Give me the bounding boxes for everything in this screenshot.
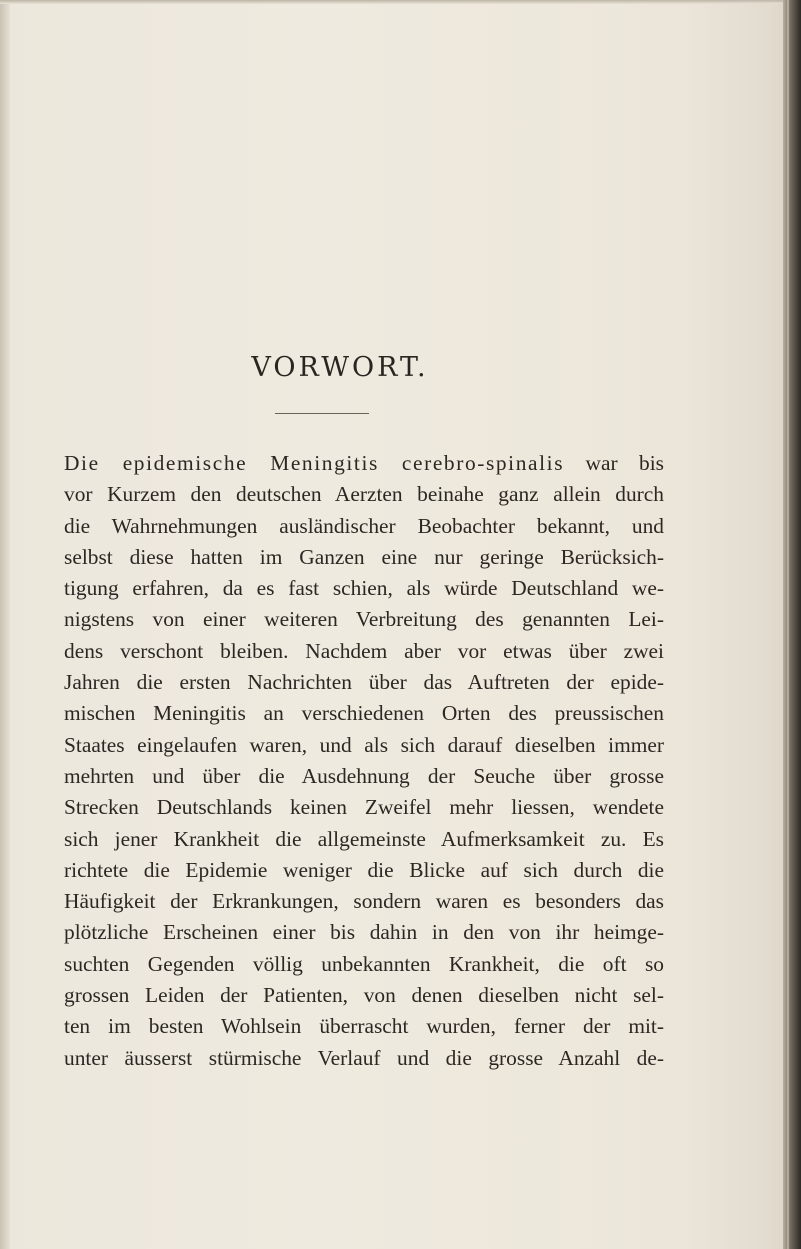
text-line: Häufigkeit der Erkrankungen, sondern waren es besonders das — [64, 889, 664, 914]
page-left-shadow — [0, 0, 10, 1249]
text-line: ten im besten Wohlsein überrascht wurden, ferner der mit- — [64, 1014, 664, 1039]
text-line: Staates eingelaufen waren, und als sich darauf dieselben immer — [64, 732, 664, 757]
text-line: Strecken Deutschlands keinen Zweifel mehr liessen, wendete — [64, 795, 664, 820]
text-line: suchten Gegenden völlig unbekannten Krankheit, die oft so — [64, 951, 664, 976]
text-line: Jahren die ersten Nachrichten über das Auftreten der epide- — [64, 670, 664, 695]
text-line: vor Kurzem den deutschen Aerzten beinahe ganz allein durch — [64, 482, 664, 507]
line-rest: war bis — [564, 451, 664, 475]
text-line — [64, 448, 664, 479]
text-line: mischen Meningitis an verschiedenen Orten des preussischen — [64, 701, 664, 726]
text-line: selbst diese hatten im Ganzen eine nur geringe Berücksich- — [64, 544, 664, 569]
preface-body — [64, 448, 664, 1074]
text-line: tigung erfahren, da es fast schien, als würde Deutschland we- — [64, 576, 664, 601]
text-line: grossen Leiden der Patienten, von denen dieselben nicht sel- — [64, 983, 664, 1008]
text-line: die Wahrnehmungen ausländischer Beobachter bekannt, und — [64, 513, 664, 538]
text-line: unter äusserst stürmische Verlauf und die grosse Anzahl de- — [64, 1045, 664, 1070]
text-line: nigstens von einer weiteren Verbreitung des genannten Lei- — [64, 607, 664, 632]
text-line: mehrten und über die Ausdehnung der Seuche über grosse — [64, 763, 664, 788]
page-title: VORWORT. — [251, 352, 429, 383]
text-line: dens verschont bleiben. Nachdem aber vor etwas über zwei — [64, 638, 664, 663]
emphasized-phrase: Die epidemische Meningitis cerebro-spinalis — [64, 451, 565, 475]
title-divider — [275, 413, 369, 414]
text-line: plötzliche Erscheinen einer bis dahin in den von ihr heimge- — [64, 920, 664, 945]
book-binding-edge — [783, 0, 801, 1249]
text-line: richtete die Epidemie weniger die Blicke auf sich durch die — [64, 857, 664, 882]
page-top-edge — [0, 0, 801, 4]
text-line: sich jener Krankheit die allgemeinste Aufmerksamkeit zu. Es — [64, 826, 664, 851]
